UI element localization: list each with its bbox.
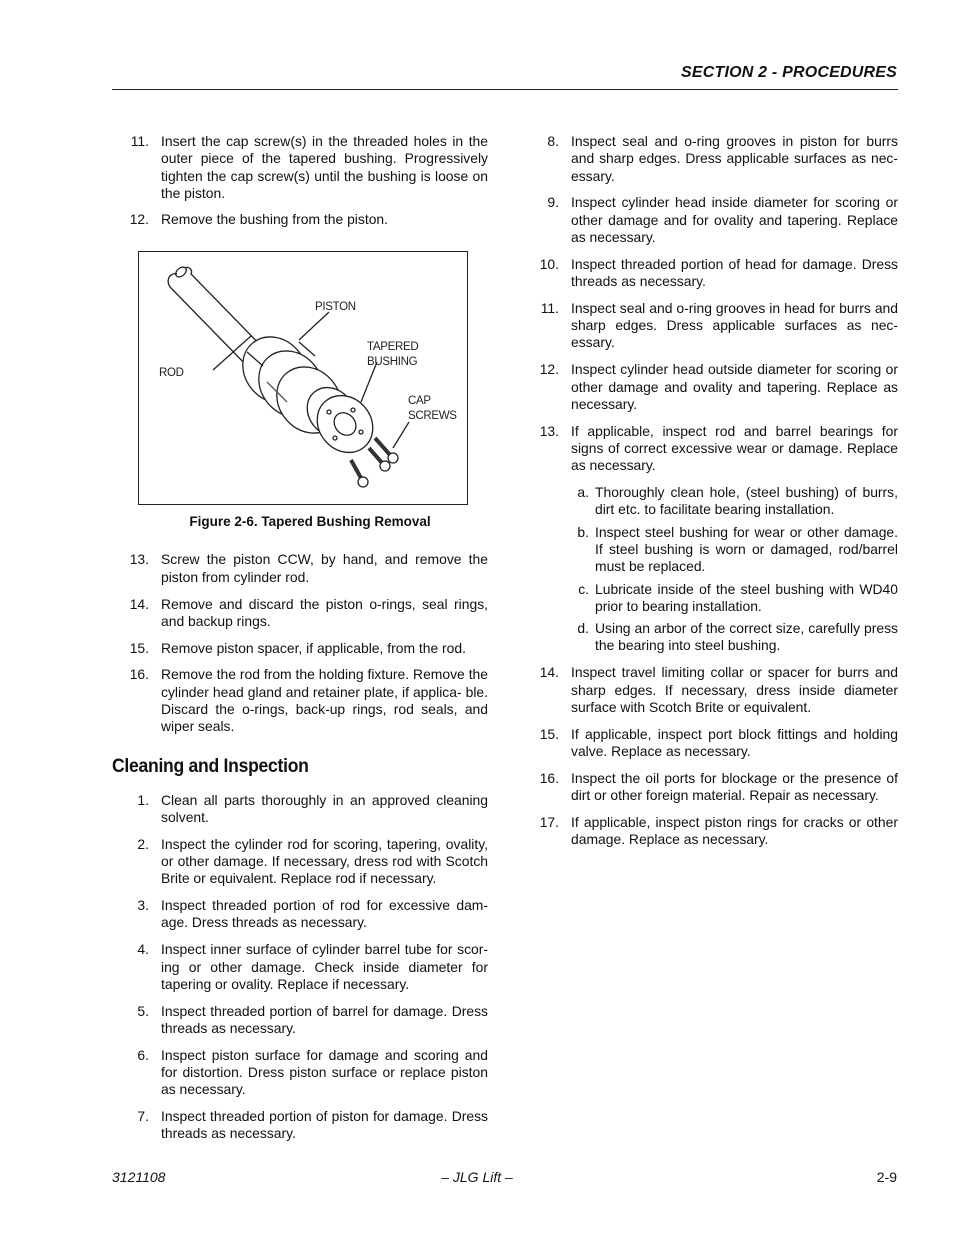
- sub-list-letter: b.: [577, 523, 589, 540]
- list-number: 9.: [547, 194, 559, 211]
- list-text: Insert the cap screw(s) in the threaded holes in the outer piece of the tapered bushing. Progressively tighten the cap screw(s) until the bushing is loose on the piston.: [161, 133, 488, 201]
- list-number: 4.: [137, 941, 149, 958]
- list-text: Inspect the cylinder rod for scoring, tapering, ovality, or other damage. If necessary, dress rod with Scotch Brite or equivalent. Replace rod if necessary.: [161, 835, 488, 887]
- list-number: 5.: [137, 1002, 149, 1019]
- list-item: [522, 423, 898, 475]
- list-text: Inspect the oil ports for blockage or the presence of dirt or other foreign material. Repair as necessary.: [571, 769, 898, 803]
- list-number: 2.: [137, 835, 149, 852]
- label-cap-screws-line1: CAP: [408, 395, 431, 408]
- list-item: [112, 792, 488, 827]
- list-number: 14.: [539, 664, 559, 681]
- list-item: [112, 897, 488, 932]
- list-number: 7.: [137, 1108, 149, 1125]
- list-number: 17.: [539, 813, 559, 830]
- list-item: [522, 300, 898, 352]
- sub-list-text: Inspect steel bushing for wear or other damage. If steel bushing is worn or damaged, rod/barrel must be replaced.: [595, 523, 898, 575]
- list-text: If applicable, inspect piston rings for cracks or other damage. Replace as necessary.: [571, 813, 898, 848]
- section-title: SECTION 2 - PROCEDURES: [681, 64, 897, 81]
- list-text: Inspect threaded portion of barrel for damage. Dress threads as necessary.: [161, 1002, 488, 1036]
- list-text: Screw the piston CCW, by hand, and remove the piston from cylinder rod.: [161, 551, 488, 585]
- label-tapered-bushing-line1: TAPERED: [367, 341, 419, 354]
- footer-page-number: 2-9: [876, 1169, 897, 1185]
- list-text: Clean all parts thoroughly in an approved cleaning solvent.: [161, 791, 488, 825]
- list-item: [112, 1108, 488, 1143]
- list-number: 13.: [129, 551, 149, 568]
- list-item: [522, 361, 898, 413]
- list-item: [522, 133, 898, 185]
- label-tapered-bushing-line2: BUSHING: [367, 356, 418, 369]
- list-text: Inspect threaded portion of piston for damage. Dress threads as necessary.: [161, 1108, 488, 1142]
- list-text: Inspect seal and o-ring grooves in head for burrs and sharp edges. Dress applicable surfaces as nec- essary.: [571, 299, 898, 351]
- sub-list-item: [522, 581, 898, 616]
- sub-list-item: [522, 484, 898, 519]
- list-item: [112, 1003, 488, 1038]
- list-item: [522, 814, 898, 849]
- list-text: If applicable, inspect rod and barrel bearings for signs of correct excessive wear or damage. Replace as necessary.: [571, 422, 898, 474]
- sub-list-letter: c.: [578, 580, 589, 597]
- list-number: 12.: [129, 211, 149, 228]
- list-number: 6.: [137, 1046, 149, 1063]
- cleaning-inspection-heading: Cleaning and Inspection: [112, 754, 309, 777]
- sub-list-item: [522, 524, 898, 576]
- list-item: [112, 640, 488, 657]
- list-text: Inspect seal and o-ring grooves in piston for burrs and sharp edges. Dress applicable surfaces as nec- essary.: [571, 133, 898, 184]
- list-text: Inspect cylinder head inside diameter for scoring or other damage and for ovality and tapering. Replace as necessary.: [571, 194, 898, 245]
- list-item: [112, 1047, 488, 1099]
- list-item: [112, 666, 488, 735]
- label-cap-screws-line2: SCREWS: [408, 410, 457, 423]
- list-number: 11.: [130, 133, 149, 149]
- tapered-bushing-illustration: [139, 252, 469, 506]
- list-number: 16.: [129, 666, 149, 683]
- sub-list-text: Thoroughly clean hole, (steel bushing) of burrs, dirt etc. to facilitate bearing installation.: [595, 484, 898, 518]
- list-item: [522, 770, 898, 805]
- list-text: Inspect inner surface of cylinder barrel tube for scor- ing or other damage. Check inside diameter for tapering or ovality. Replace if necessary.: [161, 941, 488, 992]
- list-item: [522, 194, 898, 246]
- figure-tapered-bushing: [138, 251, 468, 505]
- list-item: [112, 596, 488, 631]
- sub-list-item: [522, 620, 898, 655]
- list-number: 10.: [539, 255, 559, 272]
- list-item: [112, 551, 488, 586]
- list-text: Inspect travel limiting collar or spacer for burrs and sharp edges. If necessary, dress inside diameter surface with Scotch Brite or equivalent.: [571, 664, 898, 715]
- list-number: 13.: [539, 422, 559, 439]
- list-text: Inspect cylinder head outside diameter for scoring or other damage and ovality and tapering. Replace as necessary.: [571, 361, 898, 412]
- label-piston: PISTON: [315, 301, 356, 314]
- list-number: 1.: [137, 791, 149, 808]
- list-item: [112, 836, 488, 888]
- list-text: Remove and discard the piston o-rings, seal rings, and backup rings.: [161, 595, 488, 629]
- footer-publisher: – JLG Lift –: [441, 1169, 513, 1185]
- list-number: 8.: [547, 133, 559, 149]
- list-text: Inspect piston surface for damage and scoring and for distortion. Dress piston surface or replace piston as necessary.: [161, 1046, 488, 1098]
- figure-caption: Figure 2-6. Tapered Bushing Removal: [189, 514, 431, 530]
- right-column: [522, 133, 898, 858]
- list-text: Remove the bushing from the piston.: [161, 211, 389, 228]
- list-text: If applicable, inspect port block fittings and holding valve. Replace as necessary.: [571, 725, 898, 759]
- header-divider: [112, 89, 898, 90]
- list-number: 15.: [539, 725, 559, 742]
- list-item: [522, 256, 898, 291]
- left-column: [112, 133, 488, 1152]
- list-number: 16.: [539, 769, 559, 786]
- list-item: [112, 941, 488, 993]
- list-number: 12.: [539, 361, 559, 378]
- list-item: [522, 664, 898, 716]
- list-number: 15.: [129, 639, 149, 656]
- list-number: 11.: [540, 299, 559, 316]
- footer-doc-number: 3121108: [112, 1169, 166, 1185]
- list-item: [112, 133, 488, 202]
- list-item: [112, 211, 488, 228]
- sub-list-text: Using an arbor of the correct size, carefully press the bearing into steel bushing.: [595, 620, 898, 654]
- list-text: Remove piston spacer, if applicable, from the rod.: [161, 639, 466, 656]
- list-text: Inspect threaded portion of rod for excessive dam- age. Dress threads as necessary.: [161, 897, 488, 931]
- list-number: 3.: [137, 897, 149, 914]
- list-item: [522, 726, 898, 761]
- sub-list-letter: d.: [577, 620, 589, 637]
- list-text: Remove the rod from the holding fixture. Remove the cylinder head gland and retainer plate, if applica- ble. Discard the o-rings, back-up rings, rod seals, and wiper seals.: [161, 666, 488, 735]
- list-number: 14.: [129, 595, 149, 612]
- sub-list-text: Lubricate inside of the steel bushing with WD40 prior to bearing installation.: [595, 580, 898, 614]
- list-text: Inspect threaded portion of head for damage. Dress threads as necessary.: [571, 255, 898, 290]
- sub-list-letter: a.: [577, 484, 589, 501]
- label-rod: ROD: [159, 367, 184, 380]
